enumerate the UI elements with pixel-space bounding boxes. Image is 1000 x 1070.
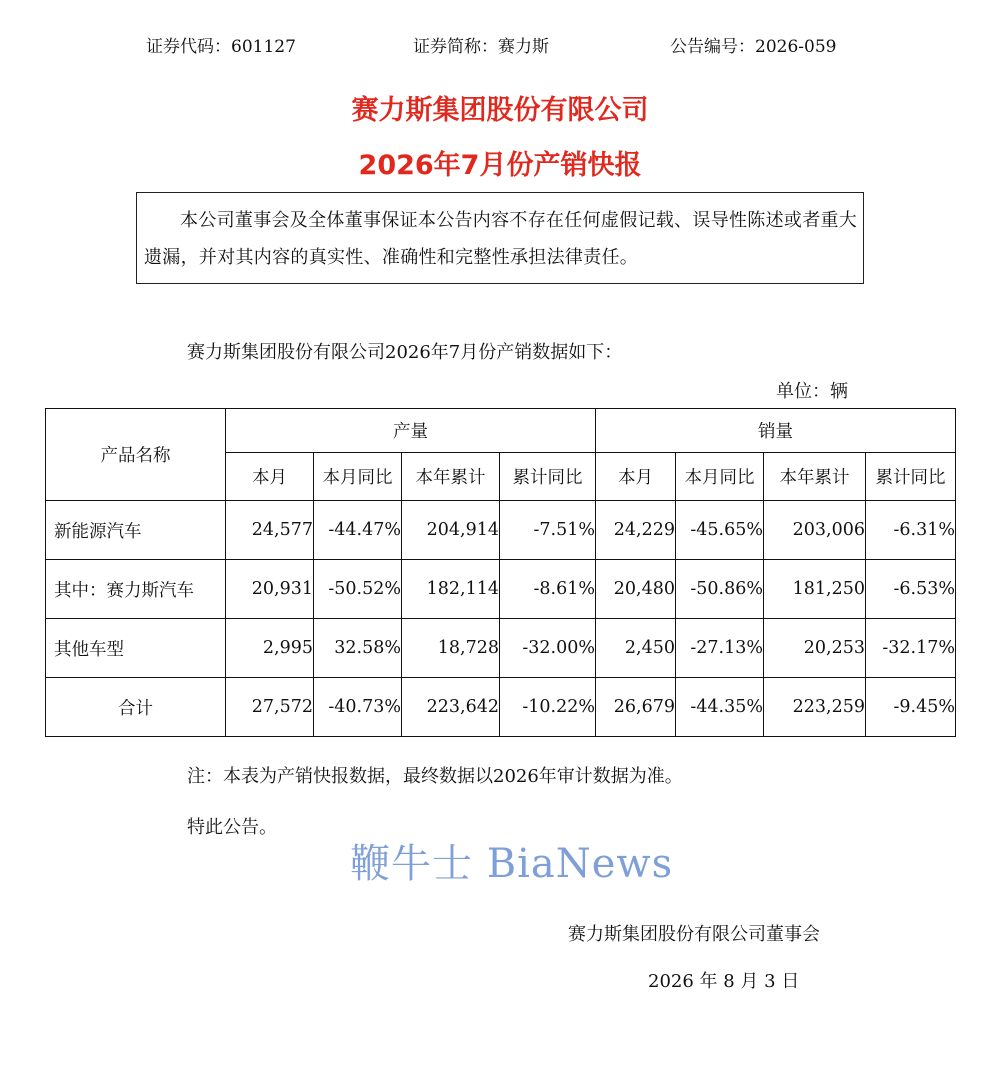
- table-row: [46, 560, 956, 619]
- table-cell: -6.53%: [866, 560, 956, 619]
- table-cell: -6.31%: [866, 501, 956, 560]
- table-cell: -50.52%: [314, 560, 402, 619]
- table-cell: 32.58%: [314, 619, 402, 678]
- production-header: 产量: [226, 409, 596, 453]
- table-cell: -7.51%: [500, 501, 596, 560]
- subheader-cell: 本年累计: [764, 453, 866, 501]
- subheader-cell: 累计同比: [500, 453, 596, 501]
- table-cell: 181,250: [764, 560, 866, 619]
- closing-text: 特此公告。: [187, 817, 277, 838]
- bianews-watermark: 鞭牛士 BiaNews: [350, 841, 674, 887]
- signature-date: 2026 年 8 月 3 日: [648, 971, 800, 992]
- table-cell: 24,229: [596, 501, 676, 560]
- report-title: 2026年7月份产销快报: [358, 150, 642, 181]
- table-cell: -8.61%: [500, 560, 596, 619]
- board-statement-box: [136, 192, 864, 284]
- table-cell: -32.17%: [866, 619, 956, 678]
- intro-text: 赛力斯集团股份有限公司2026年7月份产销数据如下：: [187, 342, 623, 363]
- table-cell: 2,450: [596, 619, 676, 678]
- table-cell: 223,259: [764, 678, 866, 737]
- subheader-cell: 累计同比: [866, 453, 956, 501]
- table-cell: 26,679: [596, 678, 676, 737]
- product-name-header: 产品名称: [46, 409, 226, 501]
- table-row: [46, 619, 956, 678]
- notice-number: 公告编号：2026-059: [670, 37, 837, 57]
- table-cell: -44.35%: [676, 678, 764, 737]
- table-cell: 20,480: [596, 560, 676, 619]
- row-label: 新能源汽车: [46, 501, 226, 560]
- table-cell: -45.65%: [676, 501, 764, 560]
- subheader-cell: 本年累计: [402, 453, 500, 501]
- table-row-total: [46, 678, 956, 737]
- row-label: 合计: [46, 678, 226, 737]
- table-cell: -32.00%: [500, 619, 596, 678]
- table-cell: 223,642: [402, 678, 500, 737]
- row-label: 其中：赛力斯汽车: [46, 560, 226, 619]
- table-row: [46, 501, 956, 560]
- stock-short-name: 证券简称：赛力斯: [413, 37, 549, 57]
- sales-header: 销量: [596, 409, 956, 453]
- subheader-cell: 本月: [596, 453, 676, 501]
- table-cell: -10.22%: [500, 678, 596, 737]
- stock-code: 证券代码：601127: [146, 37, 296, 57]
- subheader-cell: 本月同比: [676, 453, 764, 501]
- table-cell: 182,114: [402, 560, 500, 619]
- table-cell: 203,006: [764, 501, 866, 560]
- board-statement-text: 本公司董事会及全体董事保证本公告内容不存在任何虚假记载、误导性陈述或者重大遗漏，并对其内容的真实性、准确性和完整性承担法律责任。: [144, 210, 858, 268]
- table-cell: 204,914: [402, 501, 500, 560]
- subheader-cell: 本月: [226, 453, 314, 501]
- row-label: 其他车型: [46, 619, 226, 678]
- table-cell: -50.86%: [676, 560, 764, 619]
- table-cell: 27,572: [226, 678, 314, 737]
- table-cell: -40.73%: [314, 678, 402, 737]
- table-cell: -9.45%: [866, 678, 956, 737]
- table-cell: 18,728: [402, 619, 500, 678]
- table-cell: 20,931: [226, 560, 314, 619]
- table-cell: 20,253: [764, 619, 866, 678]
- signature-org: 赛力斯集团股份有限公司董事会: [568, 924, 820, 945]
- table-cell: -44.47%: [314, 501, 402, 560]
- company-title: 赛力斯集团股份有限公司: [351, 95, 649, 126]
- unit-label: 单位：辆: [776, 381, 848, 402]
- production-sales-table: [45, 408, 956, 737]
- table-cell: 24,577: [226, 501, 314, 560]
- subheader-cell: 本月同比: [314, 453, 402, 501]
- table-note: 注：本表为产销快报数据，最终数据以2026年审计数据为准。: [187, 766, 683, 787]
- table-cell: -27.13%: [676, 619, 764, 678]
- table-cell: 2,995: [226, 619, 314, 678]
